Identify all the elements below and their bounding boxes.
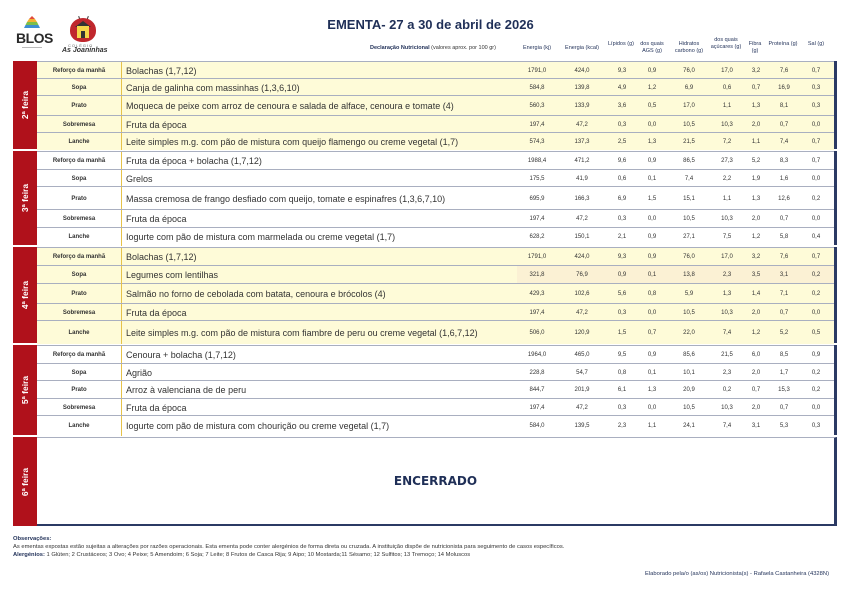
nutrition-value-acucares: 21,5 — [721, 352, 733, 358]
nutrition-value-fibra: 1,2 — [751, 234, 761, 240]
nutrition-value-hidratos: 10,5 — [683, 309, 695, 316]
nutrition-value-ags: 1,5 — [647, 195, 657, 202]
table-row — [37, 78, 834, 96]
day-block — [13, 151, 837, 245]
meal-description: Bolachas (1,7,12) — [121, 248, 197, 266]
day-label: 5ª feira — [20, 375, 30, 405]
meal-type: Sopa — [71, 369, 87, 376]
nutrition-value-energia_kcal: 47,2 — [576, 309, 588, 316]
nutrition-value-proteina: 1,7 — [779, 369, 789, 376]
nutrition-value-ags: 0,7 — [647, 329, 657, 336]
meal-type: Sobremesa — [62, 121, 96, 128]
nutrition-value-fibra: 2,0 — [751, 216, 761, 222]
meal-description: Fruta da época — [121, 399, 187, 416]
nutrition-value-proteina: 8,1 — [779, 103, 789, 109]
table-row — [37, 186, 834, 210]
col-header-ags: dos quais AGS (g) — [640, 41, 664, 54]
nutrition-value-fibra: 6,0 — [751, 352, 761, 358]
nutrition-value-ags: 0,9 — [647, 158, 657, 164]
nutrition-value-fibra: 1,3 — [751, 103, 761, 109]
day-label-band — [13, 61, 37, 149]
meal-type: Sobremesa — [62, 309, 96, 316]
nutrition-value-energia_kcal: 139,5 — [574, 423, 590, 429]
day-label-band — [13, 437, 37, 526]
nutrition-value-sal: 0,3 — [811, 84, 821, 91]
nutrition-value-fibra: 5,2 — [751, 158, 761, 164]
nutrition-value-fibra: 3,2 — [751, 67, 761, 74]
meal-type: Sopa — [71, 84, 87, 91]
meal-description: Salmão no forno de cebolada com batata, cenoura e brócolos (4) — [121, 284, 386, 304]
nutrition-value-hidratos: 76,0 — [683, 67, 695, 74]
col-header-fibra: Fibra (g) — [748, 41, 762, 54]
meal-type: Reforço da manhã — [52, 67, 106, 74]
nutrition-value-energia_kcal: 102,6 — [574, 291, 590, 297]
nutrition-value-hidratos: 13,8 — [683, 272, 695, 278]
nutrition-value-energia_kj: 175,5 — [529, 175, 545, 182]
nutrition-value-hidratos: 86,5 — [683, 158, 695, 164]
meal-description: Moqueca de peixe com arroz de cenoura e salada de alface, cenoura e tomate (4) — [121, 96, 454, 116]
nutrition-value-energia_kj: 584,8 — [529, 84, 545, 91]
table-row — [37, 283, 834, 304]
nutrition-value-fibra: 3,1 — [751, 423, 761, 429]
table-row — [37, 345, 834, 364]
nutrition-value-fibra: 3,2 — [751, 254, 761, 260]
nutrition-value-energia_kj: 574,3 — [529, 138, 545, 145]
day-label: 4ª feira — [20, 280, 30, 310]
nutrition-value-acucares: 10,3 — [721, 404, 733, 411]
nutrition-value-lipidos: 9,3 — [617, 67, 627, 74]
nutrition-value-proteina: 15,3 — [778, 387, 790, 393]
nutrition-value-hidratos: 5,9 — [684, 291, 694, 297]
nutrition-value-proteina: 0,7 — [779, 404, 789, 411]
nutrition-value-sal: 0,7 — [811, 138, 821, 145]
nutrition-value-proteina: 8,3 — [779, 158, 789, 164]
nutrition-value-sal: 0,7 — [811, 158, 821, 164]
nutrition-value-ags: 0,0 — [647, 216, 657, 222]
nutrition-value-lipidos: 5,6 — [617, 291, 627, 297]
nutrition-value-energia_kcal: 424,0 — [574, 67, 590, 74]
nutrition-value-hidratos: 22,0 — [683, 329, 695, 336]
nutrition-value-proteina: 0,7 — [779, 121, 789, 128]
nutrition-value-energia_kcal: 137,3 — [574, 138, 590, 145]
nutrition-value-lipidos: 9,6 — [617, 158, 627, 164]
nutrition-value-fibra: 2,0 — [751, 404, 761, 411]
nutrition-value-ags: 0,8 — [647, 291, 657, 297]
nutrition-value-acucares: 1,1 — [722, 103, 732, 109]
nutrition-value-hidratos: 10,5 — [683, 404, 695, 411]
as-joaninhas-logo: COLÉGIO As Joaninhas — [58, 16, 106, 58]
meal-type: Sobremesa — [62, 216, 96, 222]
meal-description: Leite simples m.g. com pão de mistura com queijo flamengo ou creme vegetal (1,7) — [121, 133, 458, 150]
meal-description: Grelos — [121, 170, 153, 187]
nutrition-value-ags: 1,1 — [647, 423, 657, 429]
table-row — [37, 61, 834, 79]
nutrition-value-energia_kj: 197,4 — [529, 121, 545, 128]
meal-description: Fruta da época — [121, 304, 187, 321]
observations: Observações: As ementas expostas estão sujeitas a alterações por razões operacionais. Esta ementa pode conter alergénios de forma direta ou cruzada. A instituição dispõe de nutricionista para seguimento de casos específicos. Alergénios: 1 Glúten; 2 Crustáceos; 3 Ovo; 4 Peixe; 5 Amendoim; 6 Soja; 7 Leite; 8 Frutos de Casca Rija; 9 Aipo; 10 Mostarda;11 Sésamo; 12 Sulfitos; 13 Tremoço; 14 Moluscos — [13, 536, 565, 558]
nutrition-value-acucares: 2,2 — [722, 175, 732, 182]
meal-type: Reforço da manhã — [52, 158, 106, 164]
nutrition-value-ags: 0,9 — [647, 254, 657, 260]
nutrition-value-energia_kcal: 139,8 — [574, 84, 590, 91]
nutrition-value-acucares: 27,3 — [721, 158, 733, 164]
day-body — [37, 61, 837, 149]
nutrition-value-fibra: 1,4 — [751, 291, 761, 297]
nutrition-value-acucares: 2,3 — [722, 369, 732, 376]
meal-type: Sobremesa — [62, 404, 96, 411]
nutrition-value-energia_kj: 695,9 — [529, 195, 545, 202]
nutrition-value-acucares: 0,2 — [722, 387, 732, 393]
nutrition-value-energia_kcal: 120,9 — [574, 329, 590, 336]
nutrition-value-sal: 0,3 — [811, 423, 821, 429]
day-block — [13, 247, 837, 343]
nutrition-value-lipidos: 0,6 — [617, 175, 627, 182]
nutrition-value-energia_kj: 321,8 — [529, 272, 545, 278]
nutrition-value-proteina: 7,6 — [779, 67, 789, 74]
meal-type: Lanche — [68, 423, 90, 429]
nutrition-value-ags: 0,9 — [647, 352, 657, 358]
nutrition-value-lipidos: 2,1 — [617, 234, 627, 240]
nutrition-value-ags: 0,0 — [647, 404, 657, 411]
nutrition-value-sal: 0,0 — [811, 309, 821, 316]
meal-description: Iogurte com pão de mistura com chourição ou creme vegetal (1,7) — [121, 416, 389, 436]
nutrition-value-lipidos: 2,3 — [617, 423, 627, 429]
nutrition-value-hidratos: 15,1 — [683, 195, 695, 202]
nutrition-value-proteina: 5,2 — [779, 329, 789, 336]
meal-type: Lanche — [68, 329, 90, 336]
nutrition-value-fibra: 2,0 — [751, 369, 761, 376]
nutrition-value-energia_kcal: 150,1 — [574, 234, 590, 240]
nutrition-value-lipidos: 0,8 — [617, 369, 627, 376]
nutrition-value-sal: 0,3 — [811, 103, 821, 109]
day-block — [13, 437, 837, 526]
nutrition-value-sal: 0,2 — [811, 195, 821, 202]
meal-description: Canja de galinha com massinhas (1,3,6,10) — [121, 79, 300, 96]
blos-subtitle — [22, 47, 42, 56]
nutrition-value-sal: 0,2 — [811, 272, 821, 278]
nutrition-value-energia_kj: 1988,4 — [527, 158, 547, 164]
nutrition-value-energia_kj: 228,8 — [529, 369, 545, 376]
nutrition-value-sal: 0,0 — [811, 175, 821, 182]
nutrition-value-lipidos: 0,3 — [617, 309, 627, 316]
nutrition-value-proteina: 0,7 — [779, 216, 789, 222]
nutrition-value-acucares: 0,6 — [722, 84, 732, 91]
meal-type: Reforço da manhã — [52, 254, 106, 260]
nutrition-value-acucares: 10,3 — [721, 309, 733, 316]
meal-type: Lanche — [68, 234, 90, 240]
nutrition-value-proteina: 0,7 — [779, 309, 789, 316]
nutrition-value-acucares: 17,0 — [721, 254, 733, 260]
nutrition-value-acucares: 7,5 — [722, 234, 732, 240]
nutrition-value-energia_kcal: 424,0 — [574, 254, 590, 260]
table-row — [37, 209, 834, 228]
meal-type: Lanche — [68, 138, 90, 145]
table-row — [37, 265, 834, 284]
nutrition-value-fibra: 2,0 — [751, 309, 761, 316]
nutrition-value-proteina: 16,9 — [778, 84, 790, 91]
nutrition-value-energia_kcal: 471,2 — [574, 158, 590, 164]
nutrition-value-acucares: 2,3 — [722, 272, 732, 278]
table-row — [37, 303, 834, 321]
nutrition-value-acucares: 1,1 — [722, 195, 732, 202]
table-row — [37, 380, 834, 399]
nutrition-value-energia_kcal: 47,2 — [576, 216, 588, 222]
nutrition-value-lipidos: 9,3 — [617, 254, 627, 260]
nutrition-value-hidratos: 7,4 — [684, 175, 694, 182]
nutrition-value-ags: 1,3 — [647, 387, 657, 393]
nutrition-value-energia_kcal: 76,9 — [576, 272, 588, 278]
nutrition-value-energia_kcal: 47,2 — [576, 121, 588, 128]
nutrition-value-acucares: 10,3 — [721, 216, 733, 222]
meal-description: Cenoura + bolacha (1,7,12) — [121, 346, 236, 364]
nutrition-value-energia_kj: 560,3 — [529, 103, 545, 109]
nutrition-value-energia_kcal: 201,9 — [574, 387, 590, 393]
nutrition-value-lipidos: 2,5 — [617, 138, 627, 145]
nutrition-value-energia_kcal: 465,0 — [574, 352, 590, 358]
nutrition-value-acucares: 17,0 — [721, 67, 733, 74]
nutrition-value-proteina: 12,6 — [778, 195, 790, 202]
nutrition-value-sal: 0,7 — [811, 254, 821, 260]
nutrition-value-fibra: 1,3 — [751, 195, 761, 202]
day-body — [37, 247, 837, 343]
nutrition-value-proteina: 7,4 — [779, 138, 789, 145]
nutrition-value-hidratos: 20,9 — [683, 387, 695, 393]
nutrition-value-energia_kj: 429,3 — [529, 291, 545, 297]
nutrition-value-lipidos: 0,3 — [617, 121, 627, 128]
nutrition-value-sal: 0,0 — [811, 404, 821, 411]
meal-description: Agrião — [121, 364, 152, 381]
nutrition-value-ags: 0,0 — [647, 309, 657, 316]
nutrition-value-lipidos: 4,9 — [617, 84, 627, 91]
nutrition-value-lipidos: 6,9 — [617, 195, 627, 202]
nutrition-value-ags: 1,3 — [647, 138, 657, 145]
day-label-band — [13, 151, 37, 245]
blos-logo: BLOS — [14, 16, 50, 58]
nutrition-value-lipidos: 9,5 — [617, 352, 627, 358]
closed-notice: ENCERRADO — [393, 474, 478, 488]
nutrition-value-fibra: 2,0 — [751, 121, 761, 128]
nutrition-value-fibra: 1,2 — [751, 329, 761, 336]
nutrition-value-energia_kj: 197,4 — [529, 404, 545, 411]
nutrition-value-ags: 0,9 — [647, 234, 657, 240]
col-header-energia-kcal: Energia (kcal) — [565, 45, 599, 51]
nutrition-value-energia_kj: 506,0 — [529, 329, 545, 336]
nutrition-value-acucares: 10,3 — [721, 121, 733, 128]
nutrition-value-proteina: 1,6 — [779, 175, 789, 182]
meal-description: Massa cremosa de frango desfiado com queijo, tomate e espinafres (1,3,6,7,10) — [121, 187, 445, 210]
table-row — [37, 415, 834, 436]
meal-description: Fruta da época — [121, 210, 187, 228]
nutrition-value-fibra: 3,5 — [751, 272, 761, 278]
nutrition-value-sal: 0,9 — [811, 352, 821, 358]
nutrition-value-energia_kcal: 166,3 — [574, 195, 590, 202]
nutrition-value-energia_kj: 197,4 — [529, 216, 545, 222]
nutrition-value-ags: 0,1 — [647, 175, 657, 182]
nutrition-value-sal: 0,5 — [811, 329, 821, 336]
table-row — [37, 169, 834, 187]
nutrition-value-hidratos: 85,6 — [683, 352, 695, 358]
declaration-label: Declaração Nutricional (valores aprox. por 100 gr) — [370, 45, 496, 51]
nutrition-value-hidratos: 24,1 — [683, 423, 695, 429]
nutrition-value-sal: 0,2 — [811, 291, 821, 297]
table-row — [37, 320, 834, 344]
nutrition-value-acucares: 7,4 — [722, 423, 732, 429]
nutrition-value-lipidos: 3,6 — [617, 103, 627, 109]
table-row — [37, 151, 834, 170]
nutrition-value-energia_kcal: 54,7 — [576, 369, 588, 376]
nutrition-value-acucares: 1,3 — [722, 291, 732, 297]
col-header-acucares: dos quais açúcares (g) — [710, 37, 742, 50]
table-row — [37, 363, 834, 381]
nutrition-value-lipidos: 0,3 — [617, 404, 627, 411]
meal-description: Arroz à valenciana de de peru — [121, 381, 246, 399]
nutrition-value-ags: 0,5 — [647, 103, 657, 109]
day-body — [37, 437, 837, 526]
nutrition-value-hidratos: 76,0 — [683, 254, 695, 260]
nutrition-value-energia_kcal: 47,2 — [576, 404, 588, 411]
nutrition-value-fibra: 0,7 — [751, 84, 761, 91]
col-header-proteina: Proteína (g) — [768, 41, 798, 47]
table-row — [37, 398, 834, 416]
nutrition-value-fibra: 1,9 — [751, 175, 761, 182]
meal-type: Sopa — [71, 175, 87, 182]
table-row — [37, 227, 834, 246]
meal-type: Prato — [71, 387, 87, 393]
meal-type: Reforço da manhã — [52, 352, 106, 358]
nutrition-value-hidratos: 21,5 — [683, 138, 695, 145]
nutrition-value-proteina: 7,1 — [779, 291, 789, 297]
nutrition-value-lipidos: 1,5 — [617, 329, 627, 336]
day-label-band — [13, 345, 37, 435]
table-row — [37, 115, 834, 133]
meal-type: Prato — [71, 195, 87, 202]
nutrition-value-lipidos: 0,3 — [617, 216, 627, 222]
nutrition-value-proteina: 5,8 — [779, 234, 789, 240]
page-title: EMENTA- 27 a 30 de abril de 2026 — [327, 17, 534, 32]
nutrition-value-energia_kj: 1791,0 — [527, 67, 547, 74]
meal-description: Leite simples m.g. com pão de mistura com fiambre de peru ou creme vegetal (1,6,7,12) — [121, 321, 478, 344]
col-header-hidratos: Hidratos carbono (g) — [674, 41, 704, 54]
nutrition-value-sal: 0,0 — [811, 216, 821, 222]
day-body — [37, 151, 837, 245]
nutrition-value-energia_kj: 1791,0 — [527, 254, 547, 260]
meal-type: Prato — [71, 291, 87, 297]
meal-type: Prato — [71, 103, 87, 109]
nutrition-value-hidratos: 10,5 — [683, 216, 695, 222]
meal-description: Fruta da época + bolacha (1,7,12) — [121, 152, 262, 170]
nutrition-value-fibra: 0,7 — [751, 387, 761, 393]
table-row — [37, 247, 834, 266]
col-header-energia-kj: Energia (kj) — [522, 45, 552, 51]
meal-type: Sopa — [71, 272, 87, 278]
nutrition-value-sal: 0,0 — [811, 121, 821, 128]
nutrition-value-ags: 0,1 — [647, 369, 657, 376]
nutrition-value-sal: 0,2 — [811, 387, 821, 393]
nutrition-value-ags: 1,2 — [647, 84, 657, 91]
nutrition-value-acucares: 7,2 — [722, 138, 732, 145]
nutrition-value-energia_kj: 1964,0 — [527, 352, 547, 358]
nutrition-value-fibra: 1,1 — [751, 138, 761, 145]
nutrition-value-ags: 0,0 — [647, 121, 657, 128]
nutrition-value-ags: 0,1 — [647, 272, 657, 278]
nutrition-value-hidratos: 27,1 — [683, 234, 695, 240]
nutrition-value-hidratos: 17,0 — [683, 103, 695, 109]
nutrition-value-lipidos: 6,1 — [617, 387, 627, 393]
col-header-lipidos: Lípidos (g) — [608, 41, 634, 47]
nutrition-value-energia_kcal: 133,9 — [574, 103, 590, 109]
meal-description: Legumes com lentilhas — [121, 266, 218, 284]
nutrition-value-energia_kj: 844,7 — [529, 387, 545, 393]
table-row — [37, 132, 834, 150]
nutrition-value-energia_kj: 628,2 — [529, 234, 545, 240]
nutrition-value-proteina: 8,5 — [779, 352, 789, 358]
nutrition-value-proteina: 5,3 — [779, 423, 789, 429]
table-row — [37, 95, 834, 116]
nutrition-value-energia_kcal: 41,9 — [576, 175, 588, 182]
nutrition-value-sal: 0,7 — [811, 67, 821, 74]
nutrition-value-acucares: 7,4 — [722, 329, 732, 336]
nutrition-value-lipidos: 0,9 — [617, 272, 627, 278]
nutrition-value-hidratos: 6,9 — [684, 84, 694, 91]
meal-description: Bolachas (1,7,12) — [121, 62, 197, 79]
nutrition-value-energia_kj: 197,4 — [529, 309, 545, 316]
day-block — [13, 345, 837, 435]
day-body — [37, 345, 837, 435]
nutrition-value-ags: 0,9 — [647, 67, 657, 74]
nutrition-value-hidratos: 10,5 — [683, 121, 695, 128]
day-label-band — [13, 247, 37, 343]
nutrition-value-proteina: 7,6 — [779, 254, 789, 260]
meal-description: Iogurte com pão de mistura com marmelada ou creme vegetal (1,7) — [121, 228, 395, 246]
day-label: 2ª feira — [20, 90, 30, 120]
day-label: 3ª feira — [20, 183, 30, 213]
nutrition-value-sal: 0,4 — [811, 234, 821, 240]
meal-description: Fruta da época — [121, 116, 187, 133]
nutrition-value-energia_kj: 584,0 — [529, 423, 545, 429]
nutrition-value-sal: 0,2 — [811, 369, 821, 376]
col-header-sal: Sal (g) — [807, 41, 825, 47]
day-label: 6ª feira — [20, 467, 30, 496]
nutrition-value-hidratos: 10,1 — [683, 369, 695, 376]
nutritionist-signature: Elaborado pela/o (as/os) Nutricionista(s) - Rafaela Castanheira (4328N) — [645, 571, 829, 577]
nutrition-value-proteina: 3,1 — [779, 272, 789, 278]
day-block — [13, 61, 837, 149]
